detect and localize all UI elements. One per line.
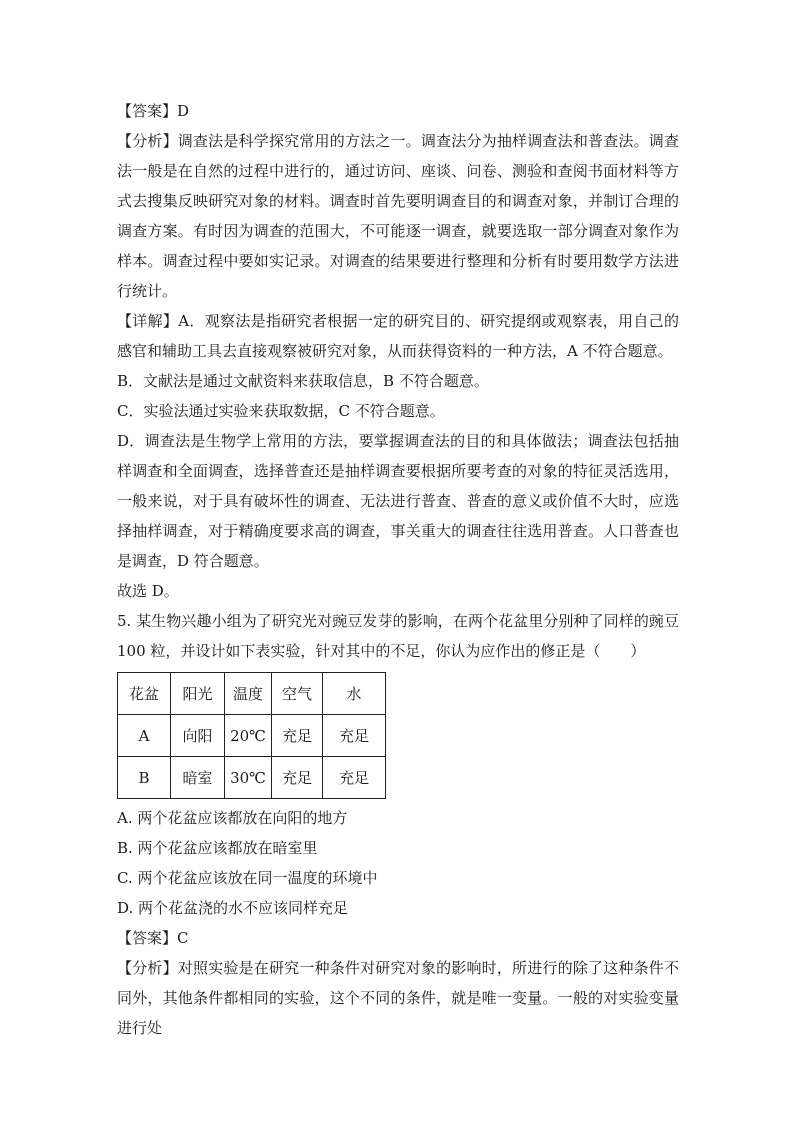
answer-tag: 【答案】 [117,102,178,120]
answer-value: C [177,929,189,947]
analysis-text: 调查法是科学探究常用的方法之一。调查法分为抽样调查法和普查法。调查法一般是在自然的过程中进行的，通过访问、座谈、问卷、测验和查阅书面材料等方式去搜集反映研究对象的材料。调查时首先要明调查目的和调查对象，并制订合理的调查方案。有时因为调查的范围大，不可能逐一调查，就要选取一部分调查对象作为样本。调查过程中要如实记录。对调查的结果要进行整理和分析有时要用数学方法进行统计。 [117,132,679,300]
detail-a-text: A．观察法是指研究者根据一定的研究目的、研究提纲或观察表，用自己的感官和辅助工具去直接观察被研究对象，从而获得资料的一种方法，A 不符合题意。 [117,312,679,360]
table-cell: 充足 [272,757,323,799]
q4-answer [117,96,679,126]
table-header-cell: 温度 [225,673,272,715]
q4-analysis [117,126,679,306]
q5-option-a: A. 两个花盆应该都放在向阳的地方 [117,809,348,827]
table-cell: 充足 [272,715,323,757]
answer-value: D [177,102,190,120]
table-header-cell: 阳光 [171,673,225,715]
q4-detail-d: D．调查法是生物学上常用的方法，要掌握调查法的目的和具体做法；调查法包括抽样调查和全面调查，选择普查还是抽样调查要根据所要考查的对象的特征灵活选用，一般来说，对于具有破坏性的调查、无法进行普查、普查的意义或价值不大时，应选择抽样调查，对于精确度要求高的调查，事关重大的调查往往选用普查。人口普查也是调查，D 符合题意。 [117,432,679,570]
q5-option-c: C. 两个花盆应该放在同一温度的环境中 [117,869,378,887]
q4-detail-a [117,306,679,366]
table-header-cell: 空气 [272,673,323,715]
detail-tag: 【详解】 [117,312,179,330]
table-cell: 充足 [323,757,386,799]
q5-answer [117,923,679,953]
q4-conclusion: 故选 D。 [117,582,179,600]
q5-analysis [117,953,679,1043]
table-header-cell: 花盆 [118,673,171,715]
table-cell: 充足 [323,715,386,757]
experiment-table [117,672,386,799]
table-header-row [118,673,386,715]
q4-detail-c: C．实验法通过实验来获取数据，C 不符合题意。 [117,402,445,420]
table-cell: 向阳 [171,715,225,757]
q4-detail-b: B．文献法是通过文献资料来获取信息，B 不符合题意。 [117,372,489,390]
q5-option-b: B. 两个花盆应该都放在暗室里 [117,839,318,857]
table-cell: 20℃ [225,715,272,757]
table-header-cell: 水 [323,673,386,715]
q5-option-d: D. 两个花盆浇的水不应该同样充足 [117,899,349,917]
table-row [118,757,386,799]
analysis-tag: 【分析】 [117,959,178,977]
analysis-tag: 【分析】 [117,132,178,150]
q5-stem: 5. 某生物兴趣小组为了研究光对豌豆发芽的影响，在两个花盆里分别种了同样的豌豆 100 粒，并设计如下表实验，针对其中的不足，你认为应作出的修正是（ ） [117,612,679,660]
document-page [117,96,679,1043]
table-cell: 30℃ [225,757,272,799]
analysis-text: 对照实验是在研究一种条件对研究对象的影响时，所进行的除了这种条件不同外，其他条件都相同的实验，这个不同的条件，就是唯一变量。一般的对实验变量进行处 [117,959,679,1037]
table-cell: B [118,757,171,799]
table-cell: A [118,715,171,757]
table-row [118,715,386,757]
table-cell: 暗室 [171,757,225,799]
answer-tag: 【答案】 [117,929,178,947]
